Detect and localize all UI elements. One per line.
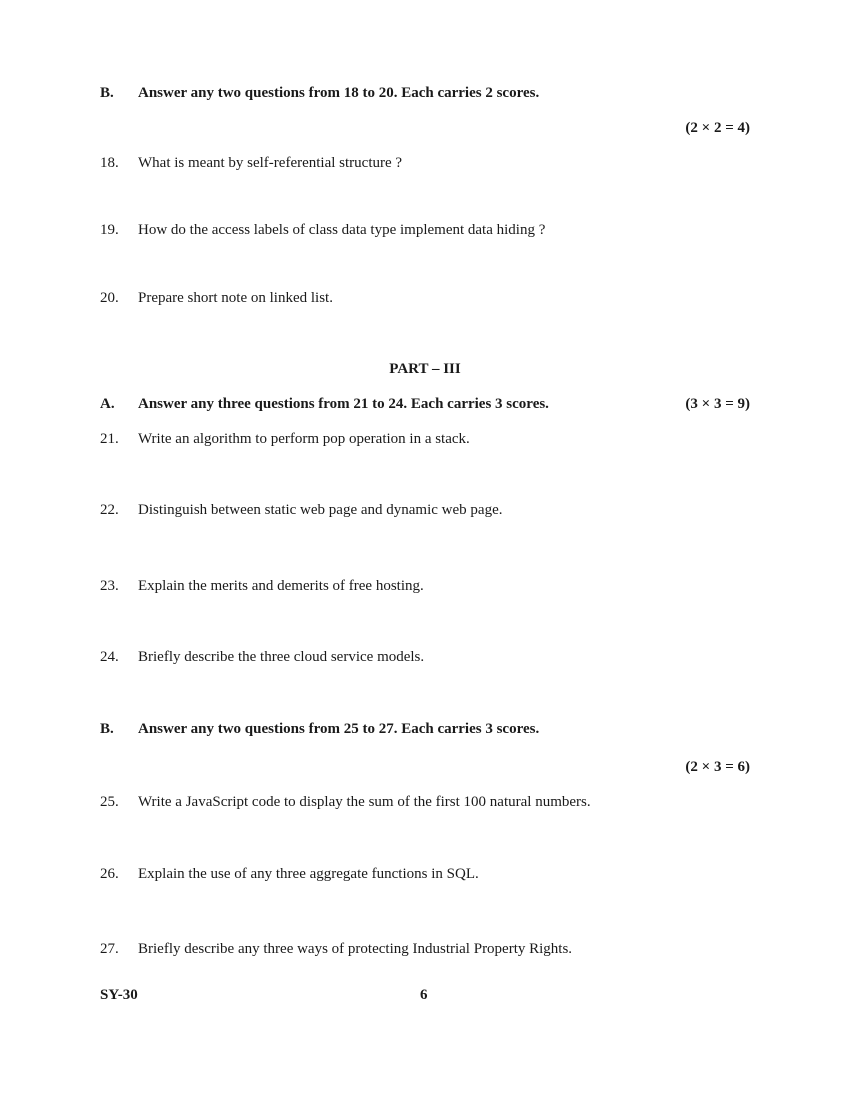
- question-number: 23.: [100, 578, 119, 594]
- question-number: 20.: [100, 290, 119, 306]
- question-text: Briefly describe any three ways of protecting Industrial Property Rights.: [138, 941, 573, 957]
- question-text: Write a JavaScript code to display the sum of the first 100 natural numbers.: [138, 794, 591, 810]
- section-letter: A.: [100, 396, 115, 412]
- section-score: (2 × 3 = 6): [685, 759, 750, 775]
- question-number: 25.: [100, 794, 119, 810]
- section-instruction: Answer any two questions from 25 to 27. Each carries 3 scores.: [138, 721, 540, 737]
- question-text: What is meant by self-referential structure ?: [138, 155, 403, 171]
- question-number: 22.: [100, 502, 119, 518]
- section-letter: B.: [100, 85, 114, 101]
- question-text: Explain the merits and demerits of free hosting.: [138, 578, 424, 594]
- question-text: How do the access labels of class data type implement data hiding ?: [138, 222, 546, 238]
- question-text: Explain the use of any three aggregate functions in SQL.: [138, 866, 479, 882]
- paper-code: SY-30: [100, 987, 138, 1003]
- question-number: 21.: [100, 431, 119, 447]
- section-instruction: Answer any three questions from 21 to 24. Each carries 3 scores.: [138, 396, 549, 412]
- question-number: 18.: [100, 155, 119, 171]
- page-number: 6: [420, 987, 428, 1003]
- question-text: Write an algorithm to perform pop operation in a stack.: [138, 431, 470, 447]
- section-score: (2 × 2 = 4): [685, 120, 750, 136]
- question-number: 27.: [100, 941, 119, 957]
- question-text: Distinguish between static web page and dynamic web page.: [138, 502, 503, 518]
- section-instruction: Answer any two questions from 18 to 20. Each carries 2 scores.: [138, 85, 540, 101]
- section-letter: B.: [100, 721, 114, 737]
- part-title: PART – III: [389, 361, 461, 377]
- question-number: 19.: [100, 222, 119, 238]
- question-text: Prepare short note on linked list.: [138, 290, 333, 306]
- section-score: (3 × 3 = 9): [685, 396, 750, 412]
- question-number: 26.: [100, 866, 119, 882]
- question-text: Briefly describe the three cloud service models.: [138, 649, 425, 665]
- question-number: 24.: [100, 649, 119, 665]
